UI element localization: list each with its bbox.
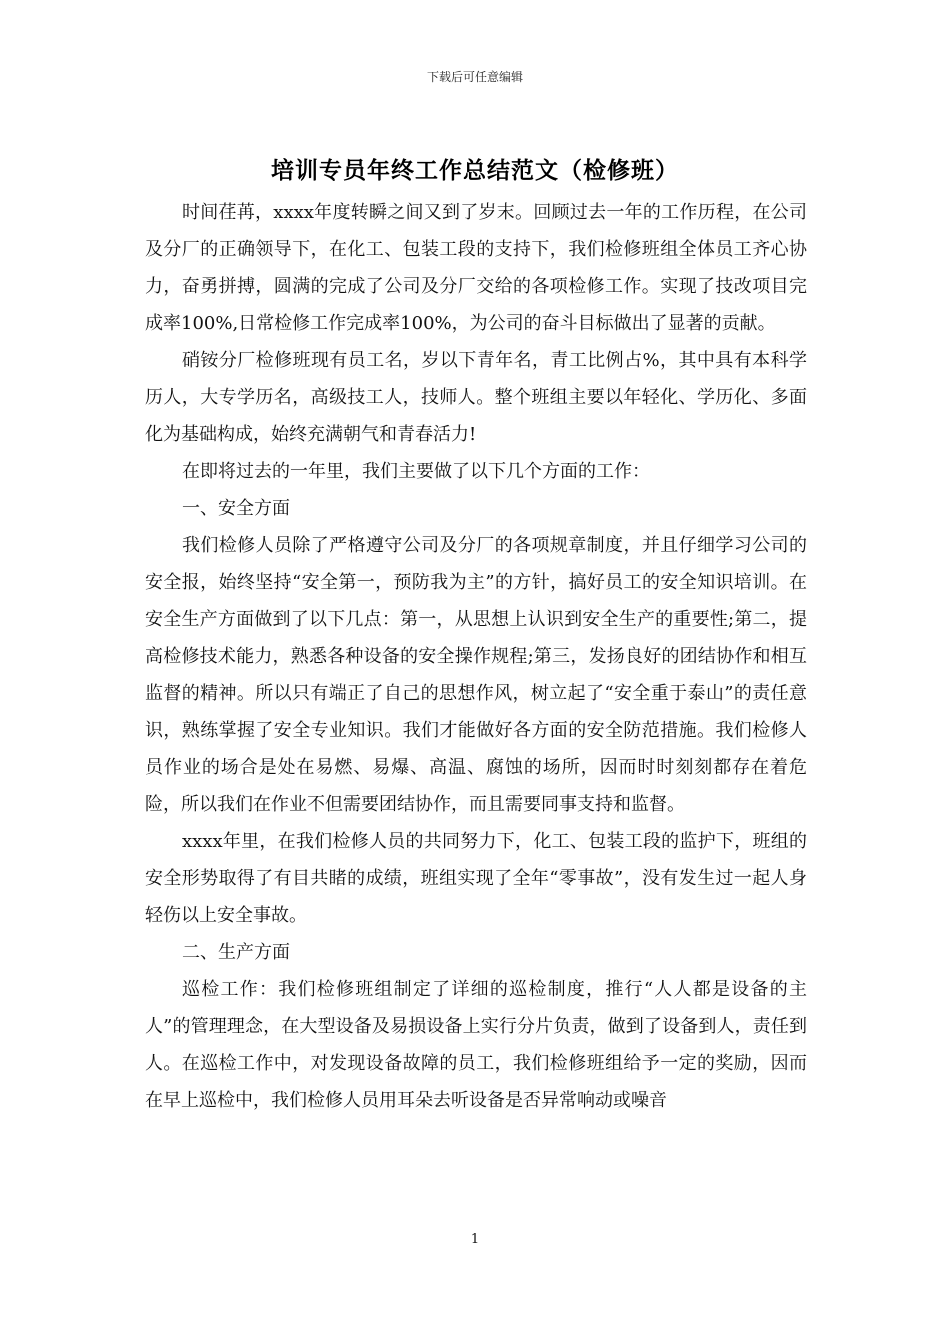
paragraph: 巡检工作：我们检修班组制定了详细的巡检制度，推行“人人都是设备的主人”的管理理念，在大型设备及易损设备上实行分片负责，做到了设备到人，责任到人。在巡检工作中，对发现设备故障的员工，我们检修班组给予一定的奖励，因而在早上巡检中，我们检修人员用耳朵去听设备是否异常响动或噪音 [145,979,807,1111]
paragraph: xxxx年里，在我们检修人员的共同努力下，化工、包装工段的监护下，班组的安全形势取得了有目共睹的成绩，班组实现了全年“零事故”，没有发生过一起人身轻伤以上安全事故。 [145,831,807,926]
paragraph: 时间荏苒，xxxx年度转瞬之间又到了岁末。回顾过去一年的工作历程，在公司及分厂的正确领导下，在化工、包装工段的支持下，我们检修班组全体员工齐心协力，奋勇拼搏，圆满的完成了公司及分厂交给的各项检修工作。实现了技改项目完成率100%,日常检修工作完成率100%，为公司的奋斗目标做出了显著的贡献。 [145,202,807,334]
document-title: 培训专员年终工作总结范文（检修班） [271,158,679,184]
section-heading: 一、安全方面 [182,498,290,519]
paragraph: 我们检修人员除了严格遵守公司及分厂的各项规章制度，并且仔细学习公司的安全报，始终坚持“安全第一，预防我为主”的方针，搞好员工的安全知识培训。在安全生产方面做到了以下几点：第一，从思想上认识到安全生产的重要性;第二，提高检修技术能力，熟悉各种设备的安全操作规程;第三，发扬良好的团结协作和相互监督的精神。所以只有端正了自己的思想作风，树立起了“安全重于泰山”的责任意识，熟练掌握了安全专业知识。我们才能做好各方面的安全防范措施。我们检修人员作业的场合是处在易燃、易爆、高温、腐蚀的场所，因而时时刻刻都存在着危险，所以我们在作业不但需要团结协作，而且需要同事支持和监督。 [145,535,807,815]
paragraph: 在即将过去的一年里，我们主要做了以下几个方面的工作： [182,461,650,482]
section-heading: 二、生产方面 [182,942,290,963]
document-body [145,194,807,1119]
paragraph: 硝铵分厂检修班现有员工名，岁以下青年名，青工比例占%，其中具有本科学历人，大专学历名，高级技工人，技师人。整个班组主要以年轻化、学历化、多面化为基础构成，始终充满朝气和青春活力! [145,350,807,445]
header-note: 下载后可任意编辑 [426,70,523,84]
page-number: 1 [470,1232,480,1247]
